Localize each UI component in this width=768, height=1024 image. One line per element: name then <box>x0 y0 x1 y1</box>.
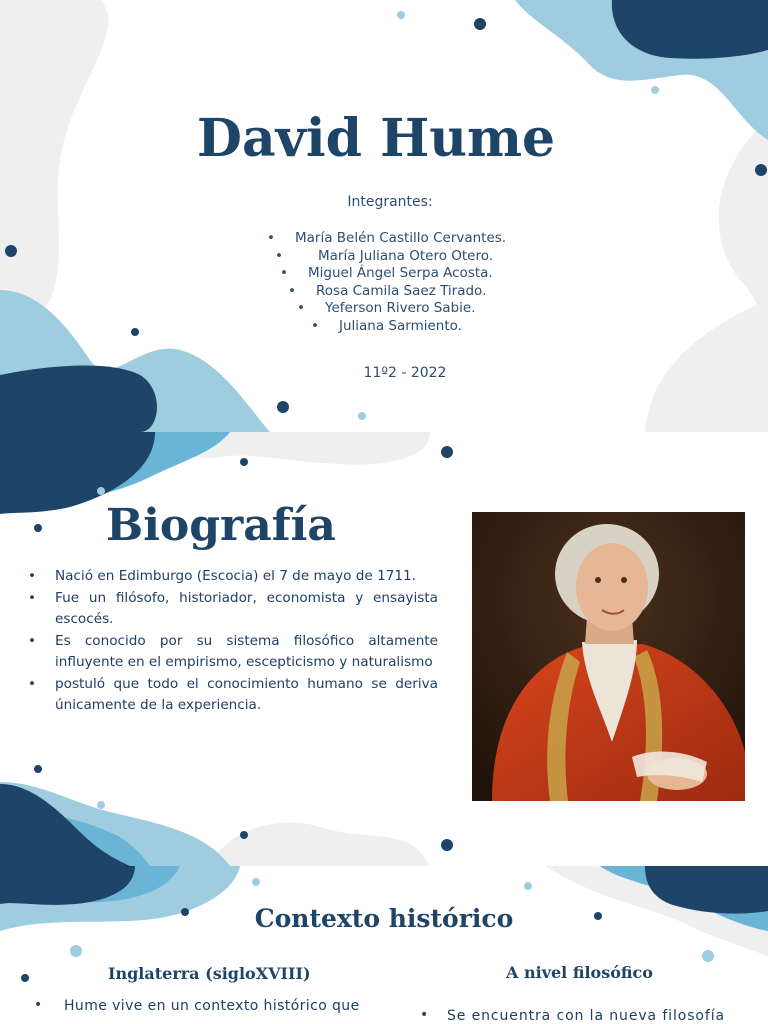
bullet: • <box>297 300 305 317</box>
list-item <box>260 300 550 318</box>
list-item <box>260 283 550 301</box>
slide-title: Contexto histórico <box>254 904 514 933</box>
bullet: • <box>267 230 275 246</box>
member-name: María Juliana Otero Otero. <box>318 247 494 264</box>
list-item <box>260 248 550 266</box>
bullet: • <box>28 632 37 649</box>
left-column-text: Hume vive en un contexto histórico que <box>64 998 360 1014</box>
list-item <box>28 566 438 588</box>
grade-label: 11º2 - 2022 <box>363 365 447 381</box>
member-name: Juliana Sarmiento. <box>339 317 462 334</box>
bullet-text: Fue un filósofo, historiador, economista y ensayista escocés. <box>55 589 438 627</box>
member-name: Miguel Ángel Serpa Acosta. <box>308 265 493 282</box>
bullet: • <box>28 675 37 692</box>
bullet: • <box>280 265 288 282</box>
bullet: • <box>34 997 43 1013</box>
bullet: • <box>420 1007 429 1023</box>
members-heading: Integrantes: <box>347 194 433 210</box>
list-item <box>260 318 550 336</box>
member-name: Rosa Camila Saez Tirado. <box>316 282 487 299</box>
bullet: • <box>28 589 37 606</box>
bullet-text: Es conocido por su sistema filosófico altamente influyente en el empirismo, escepticismo y naturalismo <box>55 632 438 670</box>
biography-slide <box>0 432 768 866</box>
bullet-text: postuló que todo el conocimiento humano se deriva únicamente de la experiencia. <box>55 675 438 713</box>
bullet: • <box>275 247 283 264</box>
list-item <box>260 265 550 283</box>
list-item <box>260 230 550 248</box>
slide-title: David Hume <box>196 108 556 169</box>
slide-title: Biografía <box>106 500 336 551</box>
bullet-text: Nació en Edimburgo (Escocia) el 7 de mayo de 1711. <box>55 568 416 584</box>
biography-list <box>28 566 438 717</box>
left-column-heading: Inglaterra (sigloXVIII) <box>108 964 311 983</box>
member-name: Yeferson Rivero Sabie. <box>325 300 476 317</box>
title-slide <box>0 0 768 432</box>
right-column-heading: A nivel filosófico <box>506 963 653 982</box>
bullet: • <box>311 317 319 334</box>
bullet: • <box>28 568 37 584</box>
members-list <box>260 230 550 336</box>
list-item <box>28 588 438 631</box>
historical-context-slide <box>0 866 768 1024</box>
list-item <box>28 674 438 717</box>
bullet: • <box>288 282 296 299</box>
portrait-image <box>472 512 745 801</box>
member-name: María Belén Castillo Cervantes. <box>295 230 507 246</box>
list-item <box>28 631 438 674</box>
right-column-text: Se encuentra con la nueva filosofía <box>447 1008 725 1024</box>
